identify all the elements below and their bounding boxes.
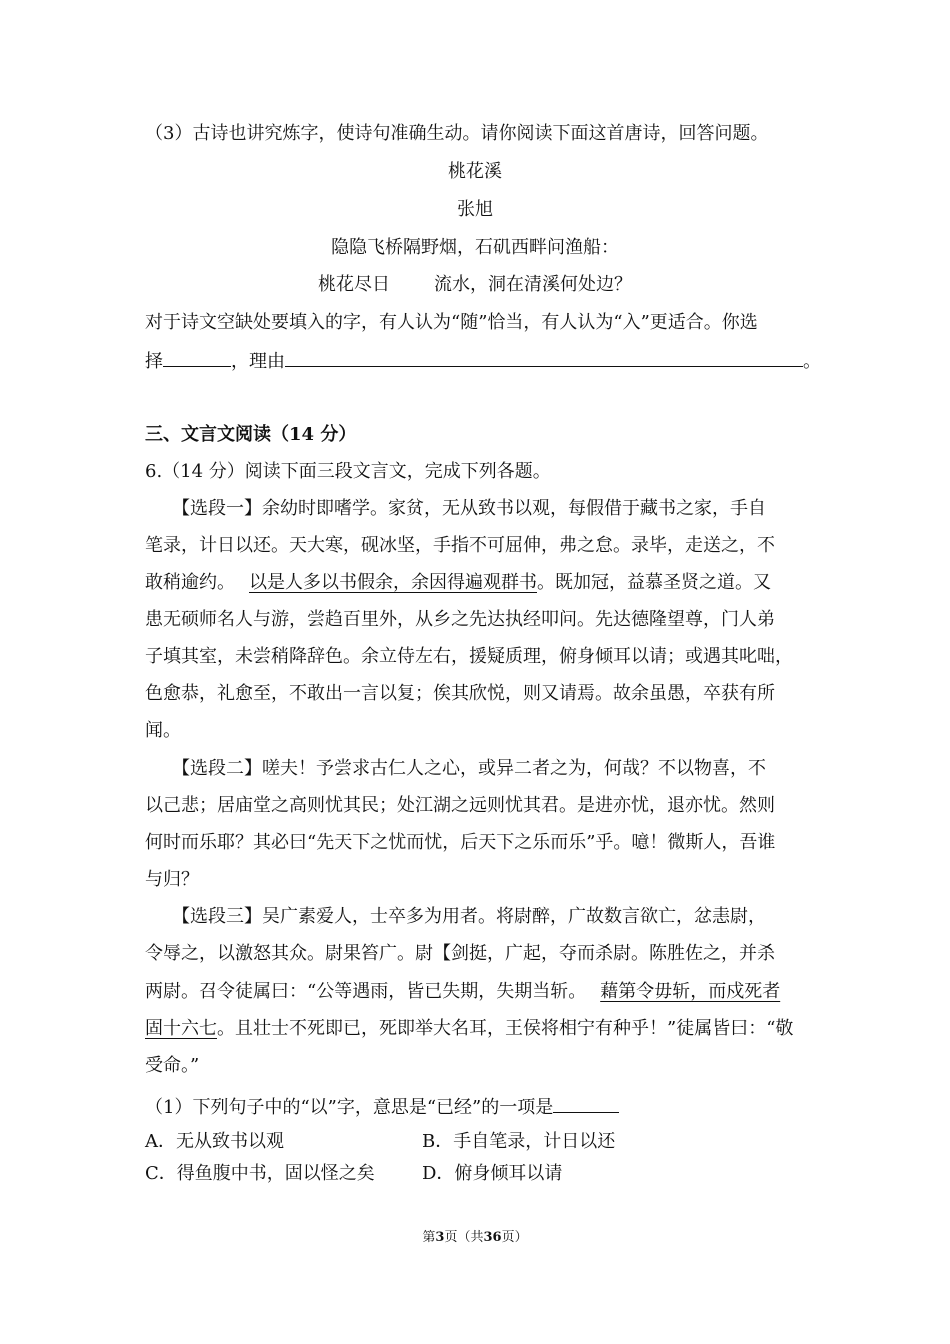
para2-line-1: 【选段二】嗟夫！予尝求古仁人之心，或异二者之为，何哉？不以物喜，不	[172, 758, 766, 779]
q3-question-line-2	[145, 348, 821, 374]
para1-line-6: 色愈恭，礼愈至，不敢出一言以复；俟其欣悦，则又请焉。故余虽愚，卒获有所	[145, 683, 775, 704]
q3-reason-text: ，理由	[231, 351, 285, 372]
para3-line-3-start: 两尉。召令徒属曰：“公等遇雨，皆已失期，失期当斩。	[145, 981, 587, 1002]
underlined-sentence-2a: 藉第令毋斩，而戍死者	[600, 981, 781, 1002]
q3-choose-text: 择	[145, 351, 163, 372]
para3-line-1: 【选段三】吴广素爱人，士卒多为用者。将尉醉，广故数言欲亡，忿恚尉，	[172, 906, 766, 927]
para2-line-4: 与归？	[145, 869, 199, 890]
option-d: D．俯身倾耳以请	[422, 1163, 563, 1184]
para3-line-5: 受命。”	[145, 1055, 200, 1076]
poem-author: 张旭	[457, 199, 493, 220]
para3-line-2: 令辱之，以激怒其众。尉果笞广。尉【剑挺，广起，夺而杀尉。陈胜佐之，并杀	[145, 943, 775, 964]
poem-line-2-end: 流水，洞在清溪何处边？	[434, 274, 632, 295]
question-6: 6.（14 分）阅读下面三段文言文，完成下列各题。	[145, 461, 551, 482]
q3-prompt: （3）古诗也讲究炼字，使诗句准确生动。请你阅读下面这首唐诗，回答问题。	[145, 123, 769, 144]
q3-period: 。	[803, 351, 821, 372]
para1-line-3-start: 敢稍逾约。	[145, 572, 235, 593]
footer-pre: 第	[422, 1230, 436, 1245]
para1-line-1: 【选段一】余幼时即嗜学。家贫，无从致书以观，每假借于藏书之家，手自	[172, 498, 766, 519]
answer-blank-sub1[interactable]	[553, 1094, 619, 1113]
poem-line-2	[0, 273, 950, 297]
sub-question-1	[145, 1094, 619, 1120]
answer-blank-choice[interactable]	[163, 348, 231, 367]
para1-line-3	[145, 571, 771, 595]
option-c: C．得鱼腹中书，固以怪之矣	[145, 1163, 375, 1184]
para1-line-7: 闻。	[145, 720, 181, 741]
footer-post: 页）	[501, 1230, 528, 1245]
underlined-sentence-1: 以是人多以书假余，余因得遍观群书	[249, 572, 537, 593]
para1-line-2: 笔录，计日以还。天大寒，砚冰坚，手指不可屈伸，弗之怠。录毕，走送之，不	[145, 535, 775, 556]
para1-line-3-end: 。既加冠，益慕圣贤之道。又	[537, 572, 771, 593]
q3-question-line-1: 对于诗文空缺处要填入的字，有人认为“随”恰当，有人认为“入”更适合。你选	[145, 312, 758, 333]
footer-page-number: 3	[435, 1230, 445, 1245]
para1-line-4: 患无硕师名人与游，尝趋百里外，从乡之先达执经叩问。先达德隆望尊，门人弟	[145, 609, 775, 630]
poem-line-2-start: 桃花尽日	[318, 274, 390, 295]
para1-line-5: 子填其室，未尝稍降辞色。余立侍左右，援疑质理，俯身倾耳以请；或遇其叱咄，	[145, 646, 793, 667]
para2-line-2: 以己悲；居庙堂之高则忧其民；处江湖之远则忧其君。是进亦忧，退亦忧。然则	[145, 795, 775, 816]
answer-blank-reason[interactable]	[285, 348, 803, 367]
para3-line-3	[145, 980, 780, 1004]
para3-line-4	[145, 1017, 793, 1041]
footer-total-pages: 36	[483, 1230, 502, 1245]
para3-line-4-end: 。且壮士不死即已，死即举大名耳，王侯将相宁有种乎！”徒属皆曰：“敬	[217, 1018, 794, 1039]
sub-question-1-prompt: （1）下列句子中的“以”字，意思是“已经”的一项是	[145, 1097, 554, 1118]
poem-line-1: 隐隐飞桥隔野烟，石矶西畔问渔船：	[331, 237, 619, 258]
poem-title: 桃花溪	[448, 161, 502, 182]
section-heading: 三、文言文阅读（14 分）	[145, 424, 357, 445]
option-b: B．手自笔录，计日以还	[422, 1131, 616, 1152]
footer-mid: 页（共	[444, 1230, 484, 1245]
page-footer	[0, 1226, 950, 1245]
underlined-sentence-2b: 固十六七	[145, 1018, 217, 1039]
option-a: A．无从致书以观	[145, 1131, 284, 1152]
para2-line-3: 何时而乐耶？其必曰“先天下之忧而忧，后天下之乐而乐”乎。噫！微斯人，吾谁	[145, 832, 776, 853]
